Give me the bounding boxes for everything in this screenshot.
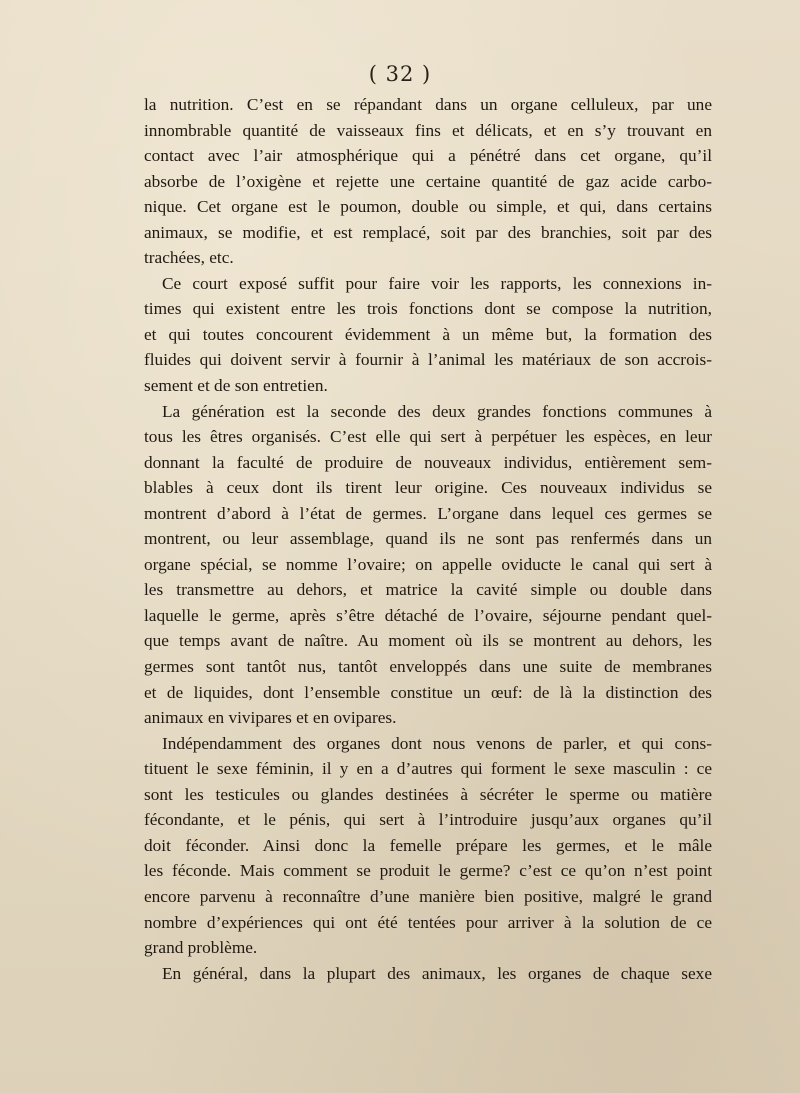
text-line: la nutrition. C’est en se répandant dans un organe celluleux, par une (144, 95, 712, 114)
text-line: montrent, ou leur assemblage, quand ils ne sont pas renfermés dans un (144, 529, 712, 549)
text-line: nique. Cet organe est le poumon, double ou simple, et qui, dans certains (144, 197, 712, 217)
paragraph-nutrition-end (144, 92, 712, 271)
text-line: animaux en vivipares et en ovipares. (144, 708, 397, 728)
text-line: blables à ceux dont ils tirent leur origine. Ces nouveaux individus se (144, 478, 712, 498)
text-line: nombre d’expériences qui ont été tentées pour arriver à la solution de ce (144, 912, 712, 932)
paragraph-en-general (144, 961, 712, 987)
text-line: encore parvenu à reconnaître d’une manière bien positive, malgré le grand (144, 886, 712, 906)
text-line: sont les testicules ou glandes destinées à sécréter le sperme ou matière (144, 784, 712, 804)
text-line: tituent le sexe féminin, il y en a d’autres qui forment le sexe masculin : ce (144, 759, 712, 779)
text-line: les féconde. Mais comment se produit le germe? c’est ce qu’on n’est point (144, 861, 712, 881)
paragraph-generation (144, 399, 712, 731)
paragraph-sexe-masculin (144, 731, 712, 961)
text-line: animaux, se modifie, et est remplacé, soit par des branchies, soit par des (144, 222, 712, 242)
page-number: ( 32 ) (368, 62, 432, 86)
text-line: trachées, etc. (144, 248, 234, 268)
text-line: germes sont tantôt nus, tantôt enveloppés dans une suite de membranes (144, 657, 712, 677)
text-line: absorbe de l’oxigène et rejette une certaine quantité de gaz acide carbo- (144, 171, 712, 191)
text-line: fécondante, et le pénis, qui sert à l’introduire jusqu’aux organes qu’il (144, 810, 712, 830)
text-line: La génération est la seconde des deux grandes fonctions communes à (162, 401, 712, 421)
paragraph-court-expose (144, 271, 712, 399)
body-text (144, 92, 712, 986)
text-line: tous les êtres organisés. C’est elle qui sert à perpétuer les espèces, en leur (144, 427, 712, 447)
text-line: que temps avant de naître. Au moment où ils se montrent au dehors, les (144, 631, 712, 651)
text-line: En général, dans la plupart des animaux, les organes de chaque sexe (162, 963, 712, 983)
text-line: les transmettre au dehors, et matrice la cavité simple ou double dans (144, 580, 712, 600)
text-line: organe spécial, se nomme l’ovaire; on appelle oviducte le canal qui sert à (144, 554, 712, 574)
text-line: et qui toutes concourent évidemment à un même but, la formation des (144, 324, 712, 344)
text-line: Ce court exposé suffit pour faire voir les rapports, les connexions in- (162, 273, 712, 293)
text-line: innombrable quantité de vaisseaux fins et délicats, et en s’y trouvant en (144, 120, 712, 140)
text-line: doit féconder. Ainsi donc la femelle prépare les germes, et le mâle (144, 835, 712, 855)
text-line: times qui existent entre les trois fonctions dont se compose la nutrition, (144, 299, 712, 319)
text-line: et de liquides, dont l’ensemble constitue un œuf: de là la distinction des (144, 682, 712, 702)
text-line: montrent d’abord à l’état de germes. L’organe dans lequel ces germes se (144, 503, 712, 523)
text-line: Indépendamment des organes dont nous venons de parler, et qui cons- (162, 733, 712, 753)
text-line: grand problème. (144, 938, 258, 958)
text-line: laquelle le germe, après s’être détaché de l’ovaire, séjourne pendant quel- (144, 605, 712, 625)
text-line: contact avec l’air atmosphérique qui a pénétré dans cet organe, qu’il (144, 146, 712, 166)
text-line: fluides qui doivent servir à fournir à l’animal les matériaux de son accrois- (144, 350, 712, 370)
text-line: donnant la faculté de produire de nouveaux individus, entièrement sem- (144, 452, 712, 472)
text-line: sement et de son entretien. (144, 376, 328, 396)
